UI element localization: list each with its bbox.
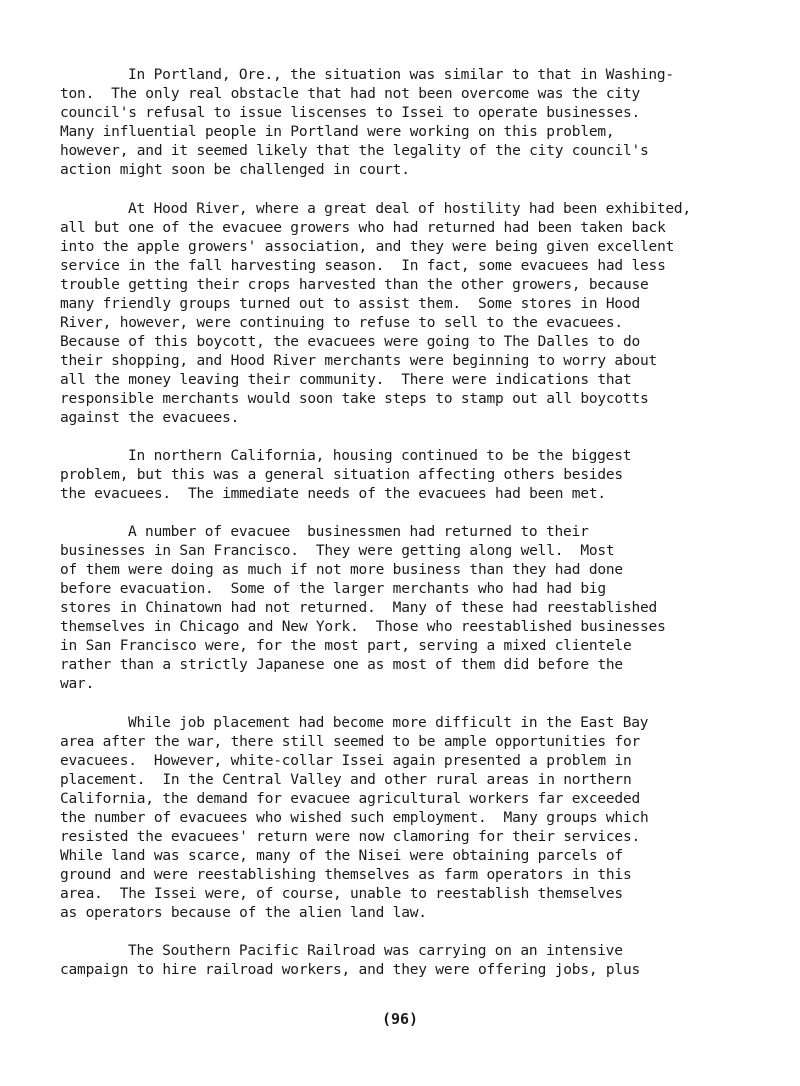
paragraph-2-line-9: their shopping, and Hood River merchants were beginning to worry about xyxy=(60,353,658,369)
paragraph-1-line-6: action might soon be challenged in court. xyxy=(60,162,410,178)
paragraph-1-line-5: however, and it seemed likely that the legality of the city council's xyxy=(60,143,649,159)
paragraph-4-line-7: in San Francisco were, for the most part, serving a mixed clientele xyxy=(60,638,632,654)
paragraph-6-line-1: The Southern Pacific Railroad was carrying on an intensive xyxy=(128,943,623,959)
paragraph-2-line-10: all the money leaving their community. There were indications that xyxy=(60,372,632,388)
paragraph-2-line-6: many friendly groups turned out to assist them. Some stores in Hood xyxy=(60,296,641,312)
paragraph-5-line-4: placement. In the Central Valley and other rural areas in northern xyxy=(60,772,632,788)
paragraph-4-line-6: themselves in Chicago and New York. Those who reestablished businesses xyxy=(60,619,666,635)
paragraph-1-line-2: ton. The only real obstacle that had not been overcome was the city xyxy=(60,86,641,102)
paragraph-1-line-1: In Portland, Ore., the situation was similar to that in Washing- xyxy=(128,67,674,83)
paragraph-2-line-12: against the evacuees. xyxy=(60,410,240,426)
paragraph-5-line-10: area. The Issei were, of course, unable to reestablish themselves xyxy=(60,886,623,902)
paragraph-5-line-7: resisted the evacuees' return were now clamoring for their services. xyxy=(60,829,641,845)
paragraph-2-line-5: trouble getting their crops harvested than the other growers, because xyxy=(60,277,649,293)
paragraph-4-line-8: rather than a strictly Japanese one as most of them did before the xyxy=(60,657,623,673)
paragraph-3-line-2: problem, but this was a general situation affecting others besides xyxy=(60,467,623,483)
paragraph-2-line-11: responsible merchants would soon take steps to stamp out all boycotts xyxy=(60,391,649,407)
paragraph-5-line-8: While land was scarce, many of the Nisei were obtaining parcels of xyxy=(60,848,623,864)
paragraph-4-line-5: stores in Chinatown had not returned. Many of these had reestablished xyxy=(60,600,658,616)
paragraph-4-line-3: of them were doing as much if not more business than they had done xyxy=(60,562,623,578)
paragraph-5-line-11: as operators because of the alien land law. xyxy=(60,905,427,921)
paragraph-5-line-2: area after the war, there still seemed to be ample opportunities for xyxy=(60,734,641,750)
paragraph-4-line-9: war. xyxy=(60,676,95,692)
paragraph-5-line-6: the number of evacuees who wished such employment. Many groups which xyxy=(60,810,649,826)
paragraph-2-line-7: River, however, were continuing to refuse to sell to the evacuees. xyxy=(60,315,623,331)
paragraph-1-line-3: council's refusal to issue liscenses to Issei to operate businesses. xyxy=(60,105,641,121)
paragraph-5-line-3: evacuees. However, white-collar Issei again presented a problem in xyxy=(60,753,632,769)
paragraph-5-line-5: California, the demand for evacuee agricultural workers far exceeded xyxy=(60,791,641,807)
paragraph-2-line-2: all but one of the evacuee growers who had returned had been taken back xyxy=(60,220,666,236)
paragraph-3-line-3: the evacuees. The immediate needs of the evacuees had been met. xyxy=(60,486,606,502)
paragraph-4-line-2: businesses in San Francisco. They were getting along well. Most xyxy=(60,543,615,559)
paragraph-2-line-3: into the apple growers' association, and they were being given excellent xyxy=(60,239,675,255)
page-number: (96) xyxy=(381,1010,419,1028)
paragraph-3-line-1: In northern California, housing continued to be the biggest xyxy=(128,448,632,464)
paragraph-2-line-8: Because of this boycott, the evacuees were going to The Dalles to do xyxy=(60,334,641,350)
paragraph-5-line-9: ground and were reestablishing themselves as farm operators in this xyxy=(60,867,632,883)
paragraph-2-line-4: service in the fall harvesting season. In fact, some evacuees had less xyxy=(60,258,666,274)
paragraph-2-line-1: At Hood River, where a great deal of hostility had been exhibited, xyxy=(128,201,691,217)
paragraph-1-line-4: Many influential people in Portland were working on this problem, xyxy=(60,124,615,140)
paragraph-4-line-4: before evacuation. Some of the larger merchants who had had big xyxy=(60,581,606,597)
paragraph-6-line-2: campaign to hire railroad workers, and they were offering jobs, plus xyxy=(60,962,641,978)
paragraph-4-line-1: A number of evacuee businessmen had returned to their xyxy=(128,524,589,540)
paragraph-5-line-1: While job placement had become more difficult in the East Bay xyxy=(128,715,649,731)
